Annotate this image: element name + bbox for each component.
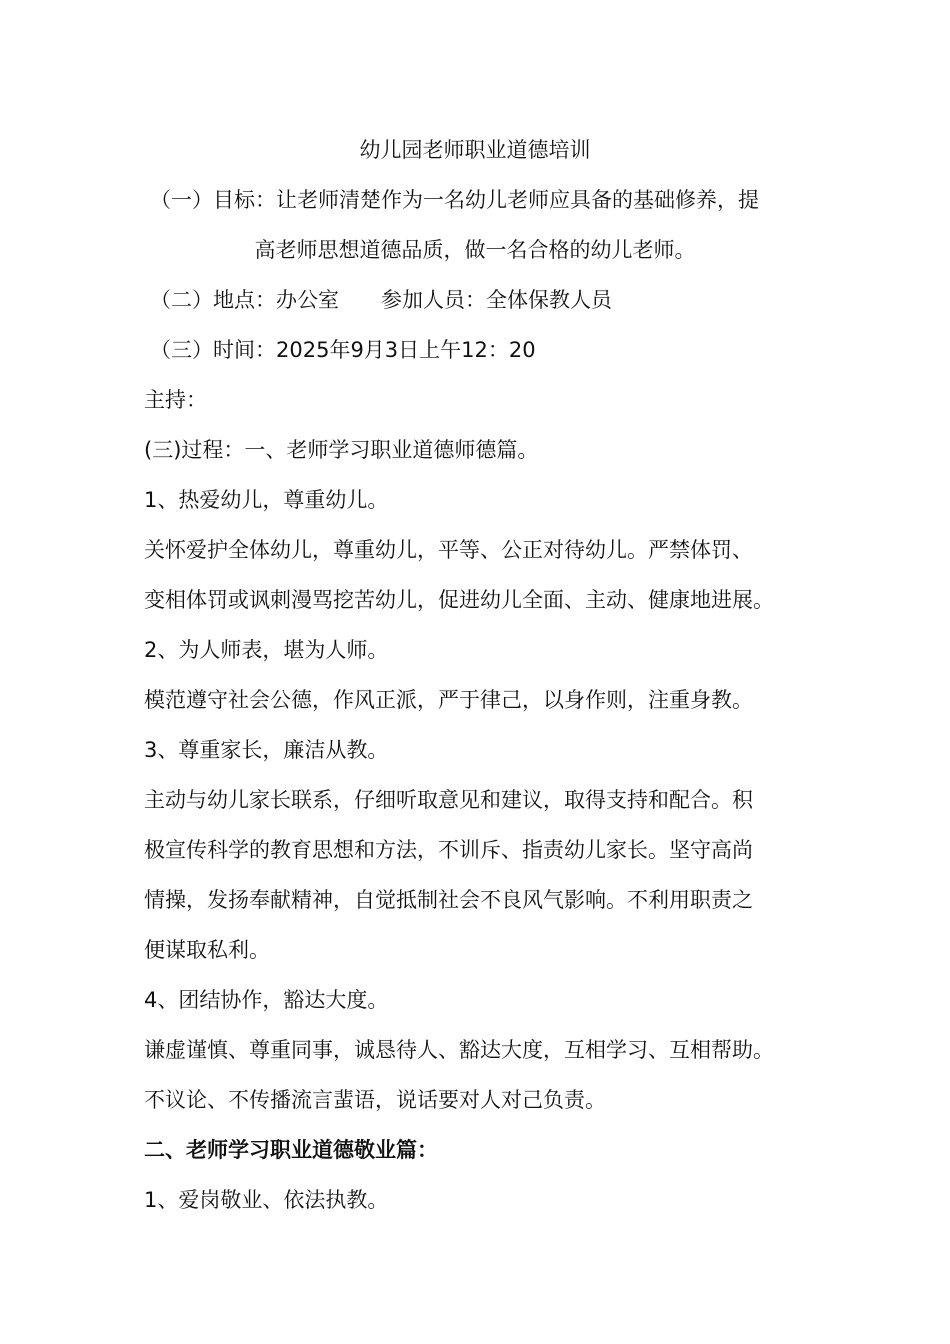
section-3-text-2: 极宣传科学的教育思想和方法，不训斥、指责幼儿家长。坚守高尚 [144,838,753,862]
section-4-text-2: 不议论、不传播流言蜚语，说话要对人对己负责。 [144,1088,606,1112]
goal-line-2: 高老师思想道德品质，做一名合格的幼儿老师。 [254,238,696,262]
goal-line-1: （一）目标：让老师清楚作为一名幼儿老师应具备的基础修养，提 [150,188,759,212]
section-1-heading: 1、热爱幼儿，尊重幼儿。 [144,488,389,512]
section-4-heading: 4、团结协作，豁达大度。 [144,988,389,1012]
participants-text: 参加人员：全体保教人员 [381,288,612,312]
section-3-text-4: 便谋取私利。 [144,938,270,962]
time-line: （三）时间：2025年9月3日上午12：20 [150,338,536,362]
section-1-text-1: 关怀爱护全体幼儿，尊重幼儿，平等、公正对待幼儿。严禁体罚、 [144,538,753,562]
section-4-text-1: 谦虚谨慎、尊重同事，诚恳待人、豁达大度，互相学习、互相帮助。 [144,1038,774,1062]
host-line: 主持： [144,388,207,412]
part-2-heading: 二、老师学习职业道德敬业篇： [144,1138,438,1162]
document-title: 幼儿园老师职业道德培训 [359,138,591,162]
part-2-section-1-heading: 1、爱岗敬业、依法执教。 [144,1188,389,1212]
section-1-text-2: 变相体罚或讽刺漫骂挖苦幼儿，促进幼儿全面、主动、健康地进展。 [144,588,774,612]
location-line [150,285,612,315]
section-3-text-3: 情操，发扬奉献精神，自觉抵制社会不良风气影响。不利用职责之 [144,888,753,912]
section-2-text-1: 模范遵守社会公德，作风正派，严于律己，以身作则，注重身教。 [144,688,753,712]
section-3-text-1: 主动与幼儿家长联系，仔细听取意见和建议，取得支持和配合。积 [144,788,753,812]
location-text: （二）地点：办公室 [150,288,339,312]
section-3-heading: 3、尊重家长，廉洁从教。 [144,738,389,762]
section-2-heading: 2、为人师表，堪为人师。 [144,638,389,662]
process-line: (三)过程：一、老师学习职业道德师德篇。 [144,438,539,462]
